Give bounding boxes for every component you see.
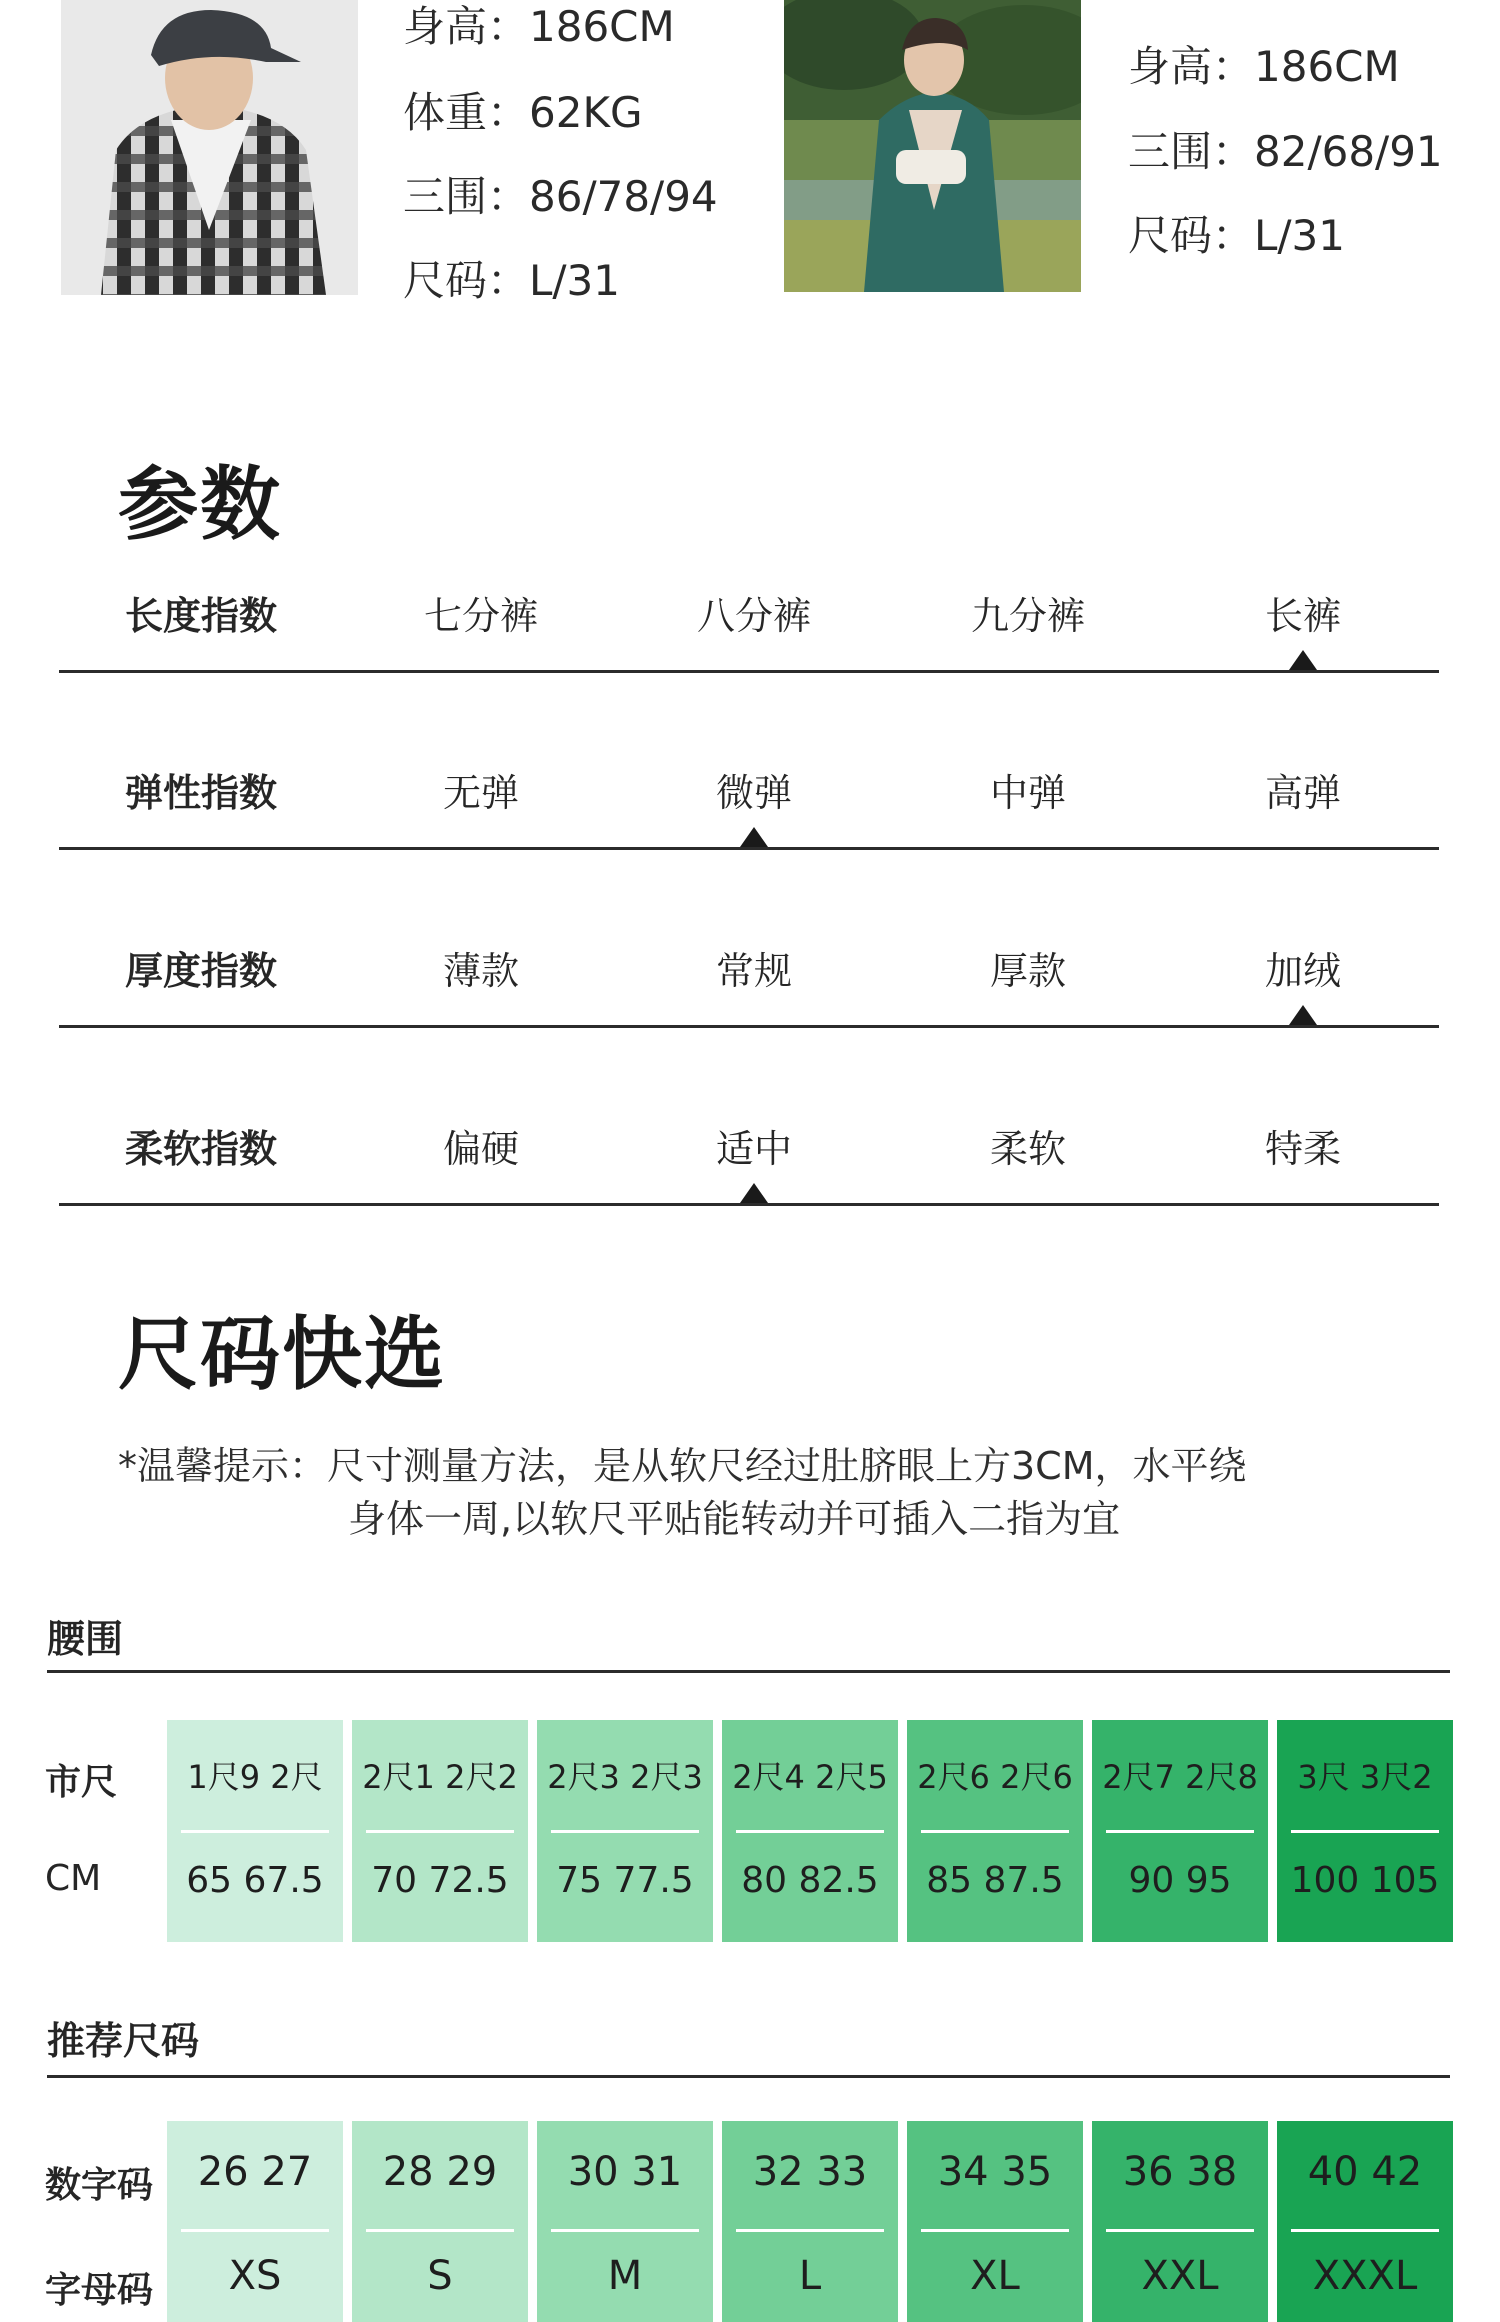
waist-column-bottom-value: 65 67.5 (186, 1860, 324, 1901)
waist-size-column (1092, 1720, 1268, 1942)
param-option: 加绒 (1264, 949, 1341, 993)
waist-column-bottom-value: 75 77.5 (556, 1860, 694, 1901)
param-option: 特柔 (1264, 1127, 1341, 1171)
param-option: 偏硬 (442, 1127, 519, 1171)
recommend-size-column (1092, 2121, 1268, 2322)
waist-column-top-value: 2尺6 2尺6 (917, 1758, 1073, 1796)
param-option: 微弹 (715, 771, 792, 815)
measure-tip-line-1: *温馨提示：尺寸测量方法，是从软尺经过肚脐眼上方3CM，水平绕 (118, 1444, 1247, 1488)
waist-column-bottom-value: 100 105 (1290, 1860, 1440, 1901)
recommend-label-number: 数字码 (45, 2165, 154, 2206)
recommend-column-divider (551, 2229, 699, 2232)
recommend-size-column (1277, 2121, 1453, 2322)
model-1-measurements: 三围：86/78/94 (403, 172, 718, 221)
model-1-size: 尺码：L/31 (403, 256, 620, 305)
param-row (59, 1106, 1439, 1206)
recommend-column-bottom-value: XL (970, 2253, 1020, 2299)
waist-size-column (167, 1720, 343, 1942)
waist-column-top-value: 2尺4 2尺5 (732, 1758, 888, 1796)
recommend-column-bottom-value: XXL (1141, 2253, 1219, 2299)
waist-column-top-value: 3尺 3尺2 (1297, 1758, 1433, 1796)
recommend-column-bottom-value: L (798, 2253, 822, 2299)
params-title: 参数 (118, 458, 282, 551)
recommend-size-column (907, 2121, 1083, 2322)
param-row (59, 750, 1439, 850)
recommend-column-bottom-value: M (607, 2253, 643, 2299)
waist-column-bottom-value: 90 95 (1128, 1860, 1232, 1901)
size-guide-title: 尺码快选 (118, 1308, 446, 1401)
measure-tip-line-2: 身体一周,以软尺平贴能转动并可插入二指为宜 (348, 1497, 1121, 1541)
param-option: 九分裤 (970, 594, 1085, 638)
param-row-label: 厚度指数 (124, 949, 277, 993)
recommend-size-column (167, 2121, 343, 2322)
model-1-height: 身高：186CM (403, 2, 675, 51)
selected-marker-icon (1289, 1005, 1317, 1025)
param-option: 无弹 (442, 771, 519, 815)
param-option: 七分裤 (423, 594, 538, 638)
param-option: 八分裤 (696, 594, 811, 638)
model-photo-2 (784, 0, 1081, 292)
recommend-size-column (722, 2121, 898, 2322)
waist-column-top-value: 2尺1 2尺2 (362, 1758, 518, 1796)
waist-column-top-value: 1尺9 2尺 (187, 1758, 323, 1796)
param-scale-line (59, 847, 1439, 850)
waist-column-divider (921, 1830, 1069, 1833)
recommend-size-column (352, 2121, 528, 2322)
param-row-label: 长度指数 (124, 594, 277, 638)
recommend-column-top-value: 26 27 (197, 2149, 313, 2195)
waist-size-column (352, 1720, 528, 1942)
recommend-rule (47, 2075, 1450, 2078)
recommend-column-top-value: 40 42 (1307, 2149, 1423, 2195)
recommend-column-top-value: 36 38 (1122, 2149, 1238, 2195)
recommend-column-bottom-value: S (427, 2253, 453, 2299)
model-2-height: 身高：186CM (1128, 42, 1400, 91)
param-option: 薄款 (442, 949, 519, 993)
waist-column-top-value: 2尺7 2尺8 (1102, 1758, 1258, 1796)
model-2-measurements: 三围：82/68/91 (1128, 127, 1443, 176)
recommend-title: 推荐尺码 (47, 2019, 200, 2063)
recommend-column-divider (366, 2229, 514, 2232)
recommend-size-column (537, 2121, 713, 2322)
param-scale-line (59, 1025, 1439, 1028)
waist-rule (47, 1670, 1450, 1673)
waist-column-divider (366, 1830, 514, 1833)
waist-column-divider (1106, 1830, 1254, 1833)
param-option: 高弹 (1264, 771, 1341, 815)
param-option: 中弹 (989, 771, 1066, 815)
waist-label-shichi: 市尺 (45, 1762, 118, 1803)
waist-column-divider (551, 1830, 699, 1833)
waist-size-column (1277, 1720, 1453, 1942)
recommend-column-divider (921, 2229, 1069, 2232)
param-row-label: 弹性指数 (124, 771, 277, 815)
recommend-label-letter: 字母码 (45, 2270, 154, 2311)
waist-title: 腰围 (47, 1617, 124, 1661)
param-option: 常规 (715, 949, 792, 993)
recommend-column-bottom-value: XS (228, 2253, 282, 2299)
recommend-column-bottom-value: XXXL (1312, 2253, 1418, 2299)
param-row-label: 柔软指数 (124, 1127, 277, 1171)
model-1-weight: 体重：62KG (403, 88, 643, 137)
param-option: 柔软 (989, 1127, 1066, 1171)
waist-column-divider (181, 1830, 329, 1833)
param-option: 适中 (715, 1127, 792, 1171)
param-row (59, 573, 1439, 673)
model-2-size: 尺码：L/31 (1128, 211, 1345, 260)
param-scale-line (59, 1203, 1439, 1206)
recommend-column-divider (1106, 2229, 1254, 2232)
waist-size-column (537, 1720, 713, 1942)
param-option: 长裤 (1264, 594, 1341, 638)
waist-column-bottom-value: 85 87.5 (926, 1860, 1064, 1901)
waist-column-bottom-value: 80 82.5 (741, 1860, 879, 1901)
waist-column-bottom-value: 70 72.5 (371, 1860, 509, 1901)
recommend-column-divider (1291, 2229, 1439, 2232)
recommend-column-top-value: 30 31 (567, 2149, 683, 2195)
recommend-column-divider (181, 2229, 329, 2232)
recommend-column-top-value: 28 29 (382, 2149, 498, 2195)
waist-column-divider (1291, 1830, 1439, 1833)
recommend-column-top-value: 32 33 (752, 2149, 868, 2195)
recommend-column-divider (736, 2229, 884, 2232)
waist-column-top-value: 2尺3 2尺3 (547, 1758, 703, 1796)
waist-size-column (722, 1720, 898, 1942)
model-photo-1 (61, 0, 358, 295)
recommend-column-top-value: 34 35 (937, 2149, 1053, 2195)
param-scale-line (59, 670, 1439, 673)
selected-marker-icon (1289, 650, 1317, 670)
waist-label-cm: CM (45, 1858, 102, 1899)
selected-marker-icon (740, 827, 768, 847)
waist-column-divider (736, 1830, 884, 1833)
param-row (59, 928, 1439, 1028)
selected-marker-icon (740, 1183, 768, 1203)
param-option: 厚款 (989, 949, 1066, 993)
waist-size-column (907, 1720, 1083, 1942)
